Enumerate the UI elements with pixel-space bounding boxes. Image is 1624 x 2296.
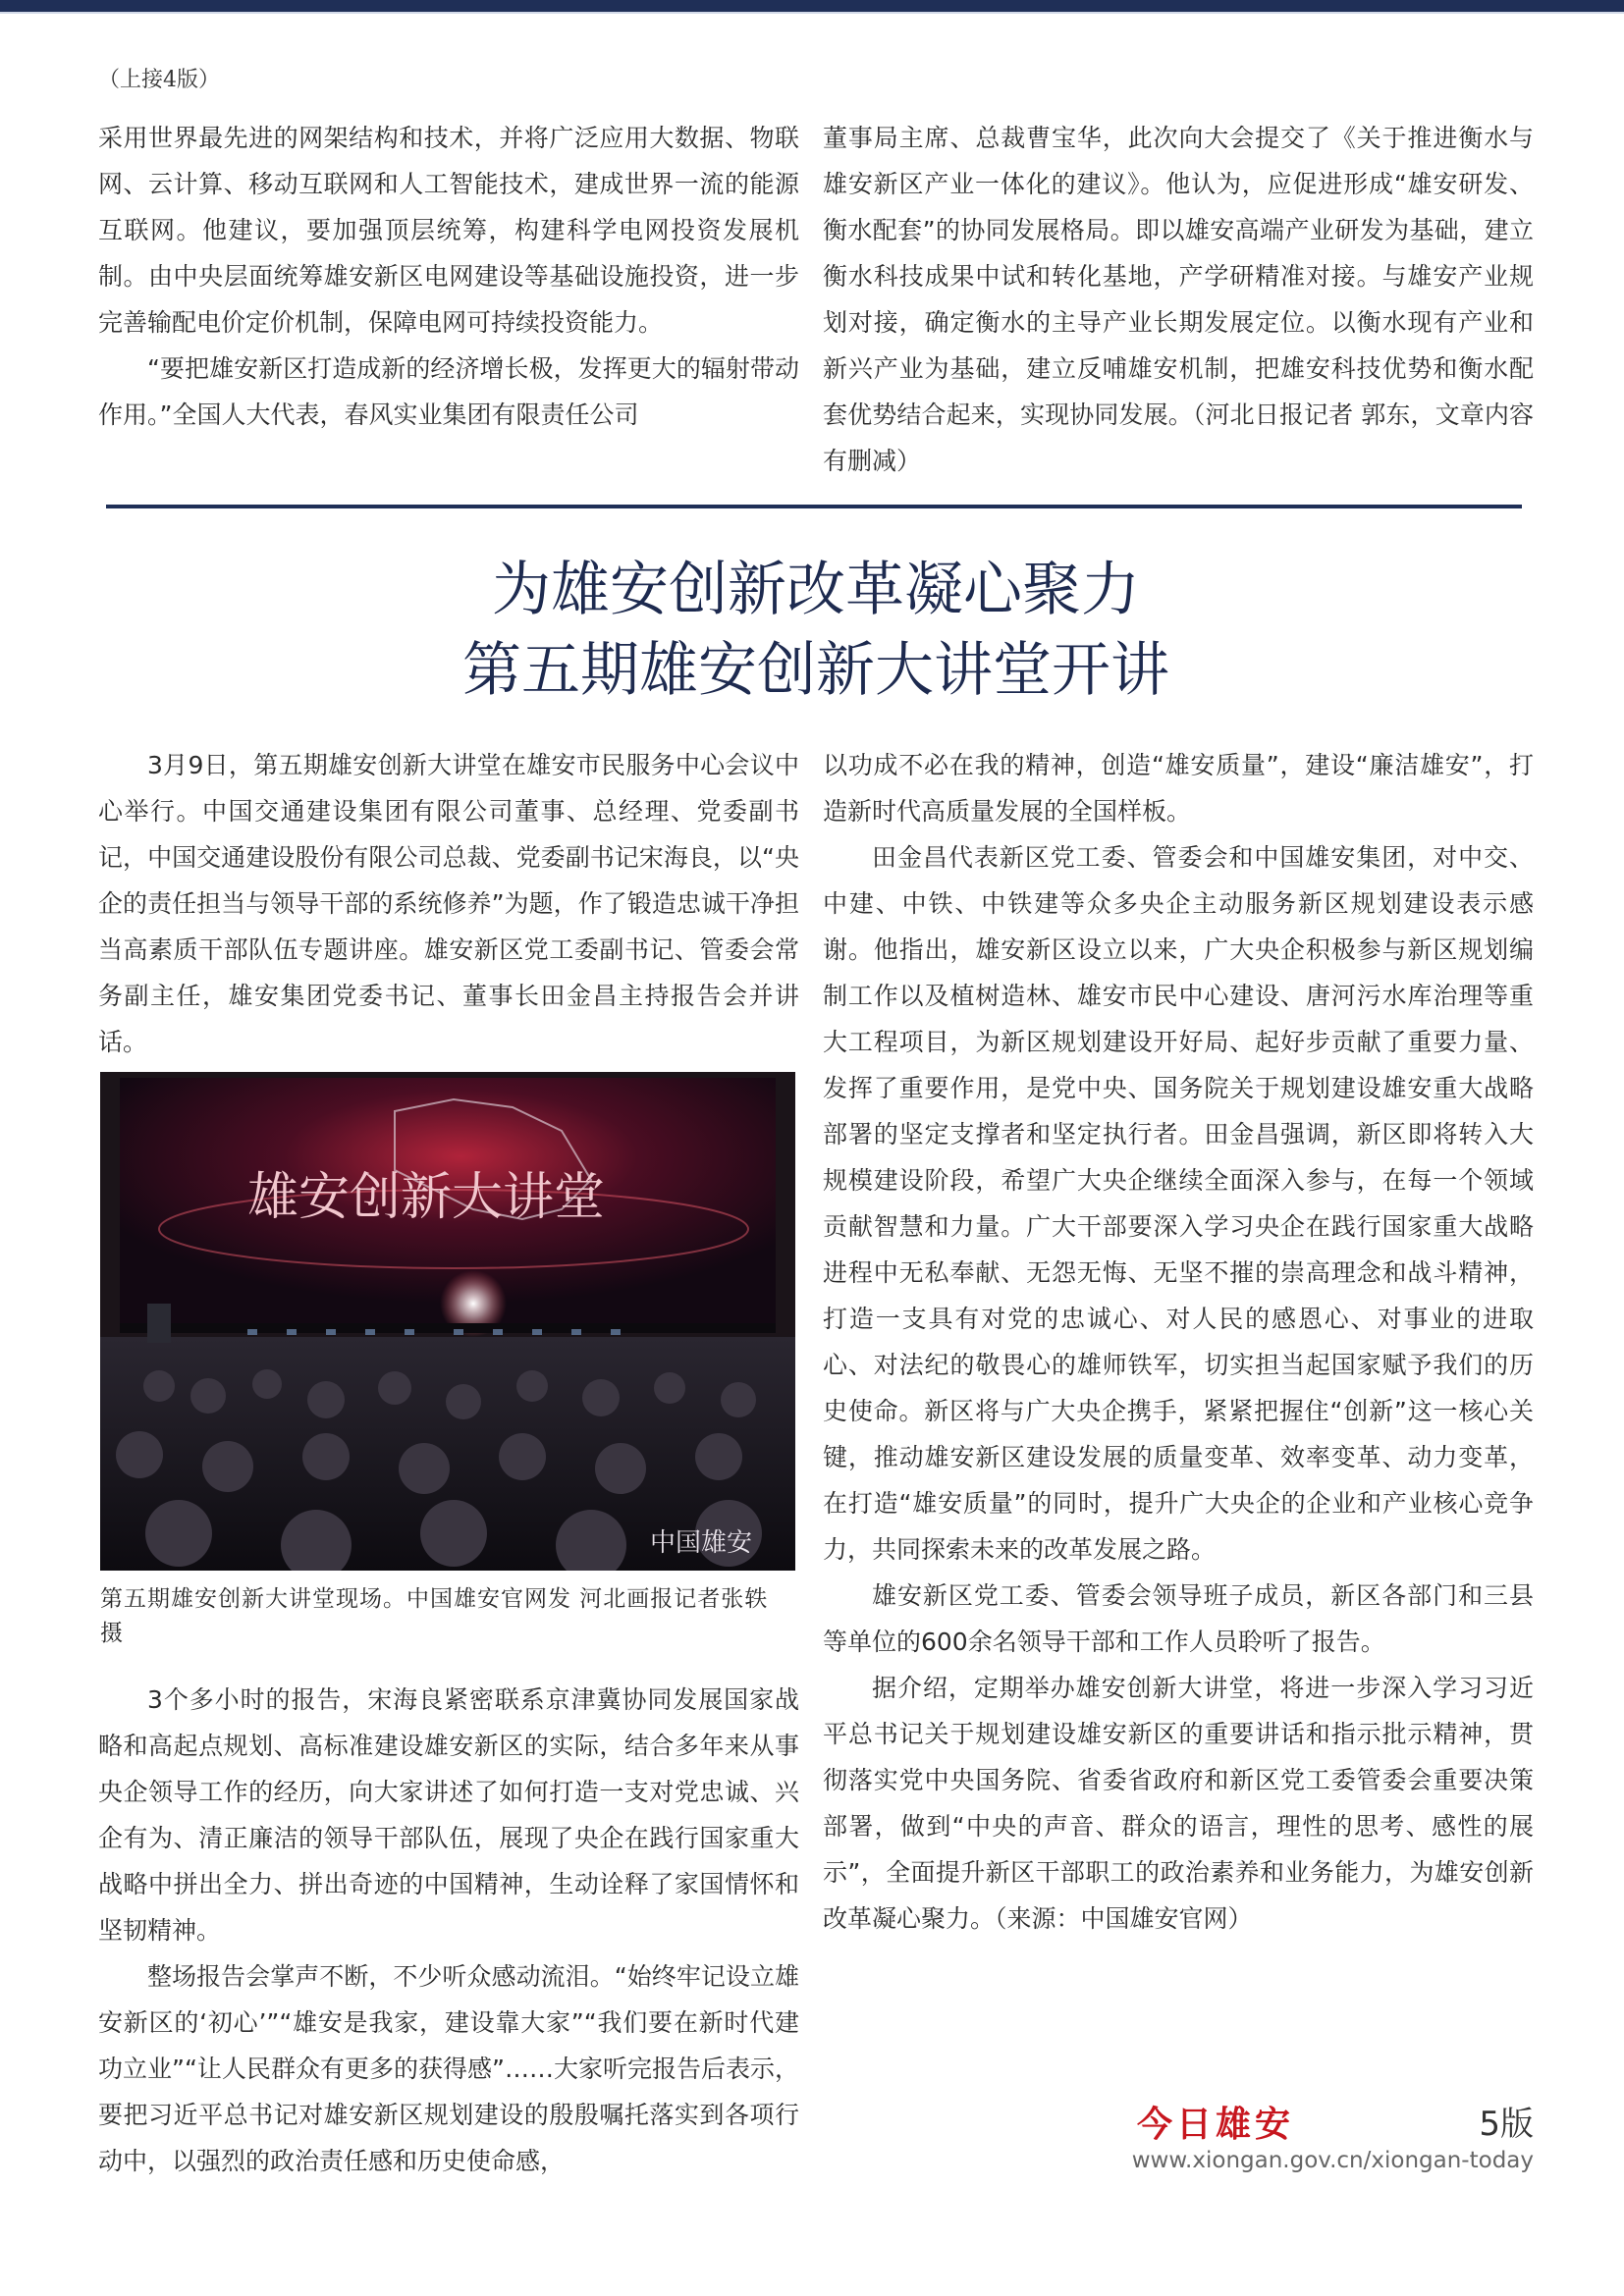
page-number: 5版 — [1479, 2105, 1534, 2144]
paragraph: 3个多小时的报告，宋海良紧密联系京津冀协同发展国家战略和高起点规划、高标准建设雄安新区的实际，结合多年来从事央企领导工作的经历，向大家讲述了如何打造一支对党忠诚、兴企有为、清正廉洁的领导干部队伍，展现了央企在践行国家重大战略中拼出全力、拼出奇迹的中国精神，生动诠释了家国情怀和坚韧精神。 — [98, 1685, 799, 1945]
header-bar — [0, 0, 1624, 12]
article-left-column-bottom — [98, 1677, 799, 2184]
header-bar-line — [0, 12, 1624, 14]
continued-note: （上接4版） — [98, 68, 220, 92]
footer-brand — [1131, 2097, 1534, 2185]
paragraph: 据介绍，定期举办雄安创新大讲堂，将进一步深入学习习近平总书记关于规划建设雄安新区的重要讲话和指示批示精神，贯彻落实党中央国务院、省委省政府和新区党工委管委会重要决策部署，做到“中央的声音、群众的语言，理性的思考、感性的展示”，全面提升新区干部职工的政治素养和业务能力，为雄安创新改革凝心聚力。（来源：中国雄安官网） — [823, 1674, 1534, 1933]
paragraph: 以功成不必在我的精神，创造“雄安质量”，建设“廉洁雄安”，打造新时代高质量发展的全国样板。 — [823, 751, 1534, 826]
article-headline — [98, 550, 1534, 711]
screen-title: 雄安创新大讲堂 — [247, 1168, 606, 1227]
section-divider — [106, 505, 1522, 508]
paragraph: 3月9日，第五期雄安创新大讲堂在雄安市民服务中心会议中心举行。中国交通建设集团有限公司董事、总经理、党委副书记，中国交通建设股份有限公司总裁、党委副书记宋海良，以“央企的责任担当与领导干部的系统修养”为题，作了锻造忠诚干净担当高素质干部队伍专题讲座。雄安新区党工委副书记、管委会常务副主任，雄安集团党委书记、董事长田金昌主持报告会并讲话。 — [98, 751, 799, 1056]
previous-article-right-column — [823, 115, 1534, 484]
article-right-column — [823, 742, 1534, 1942]
previous-article-left-column — [98, 115, 799, 438]
article-left-column-top — [98, 742, 799, 1065]
paragraph: 董事局主席、总裁曹宝华，此次向大会提交了《关于推进衡水与雄安新区产业一体化的建议》。他认为，应促进形成“雄安研发、衡水配套”的协同发展格局。即以雄安高端产业研发为基础，建立衡水科技成果中试和转化基地，产学研精准对接。与雄安产业规划对接，确定衡水的主导产业长期发展定位。以衡水现有产业和新兴产业为基础，建立反哺雄安机制，把雄安科技优势和衡水配套优势结合起来，实现协同发展。（河北日报记者 郭东，文章内容有删减） — [823, 124, 1534, 475]
paragraph: 整场报告会掌声不断，不少听众感动流泪。“始终牢记设立雄安新区的‘初心’”“雄安是我家，建设靠大家”“我们要在新时代建功立业”“让人民群众有更多的获得感”……大家听完报告后表示，要把习近平总书记对雄安新区规划建设的殷殷嘱托落实到各项行动中，以强烈的政治责任感和历史使命感， — [98, 1962, 799, 2175]
brand-logo: 今日雄安 — [1137, 2104, 1295, 2145]
paragraph: 雄安新区党工委、管委会领导班子成员，新区各部门和三县等单位的600余名领导干部和工作人员聆听了报告。 — [823, 1581, 1534, 1656]
photo-watermark: 中国雄安 — [650, 1528, 753, 1558]
paragraph: 采用世界最先进的网架结构和技术，并将广泛应用大数据、物联网、云计算、移动互联网和人工智能技术，建成世界一流的能源互联网。他建议，要加强顶层统筹，构建科学电网投资发展机制。由中央层面统筹雄安新区电网建设等基础设施投资，进一步完善输配电价定价机制，保障电网可持续投资能力。 — [98, 124, 799, 337]
paragraph: 田金昌代表新区党工委、管委会和中国雄安集团，对中交、中建、中铁、中铁建等众多央企主动服务新区规划建设表示感谢。他指出，雄安新区设立以来，广大央企积极参与新区规划编制工作以及植树造林、雄安市民中心建设、唐河污水库治理等重大工程项目，为新区规划建设开好局、起好步贡献了重要力量、发挥了重要作用，是党中央、国务院关于规划建设雄安重大战略部署的坚定支撑者和坚定执行者。田金昌强调，新区即将转入大规模建设阶段，希望广大央企继续全面深入参与，在每一个领域贡献智慧和力量。广大干部要深入学习央企在践行国家重大战略进程中无私奉献、无怨无悔、无坚不摧的崇高理念和战斗精神，打造一支具有对党的忠诚心、对人民的感恩心、对事业的进取心、对法纪的敬畏心的雄师铁军，切实担当起国家赋予我们的历史使命。新区将与广大央企携手，紧紧把握住“创新”这一核心关键，推动雄安新区建设发展的质量变革、效率变革、动力变革，在打造“雄安质量”的同时，提升广大央企的企业和产业核心竞争力，共同探索未来的改革发展之路。 — [823, 843, 1534, 1564]
headline-line-1: 为雄安创新改革凝心聚力 — [492, 556, 1140, 624]
photo-caption: 第五期雄安创新大讲堂现场。中国雄安官网发 河北画报记者张轶 摄 — [100, 1586, 769, 1646]
footer-url[interactable]: www.xiongan.gov.cn/xiongan-today — [1131, 2148, 1534, 2173]
headline-line-2: 第五期雄安创新大讲堂开讲 — [462, 636, 1169, 705]
paragraph: “要把雄安新区打造成新的经济增长极，发挥更大的辐射带动作用。”全国人大代表，春风实业集团有限责任公司 — [98, 354, 799, 429]
event-photo — [100, 1072, 795, 1571]
